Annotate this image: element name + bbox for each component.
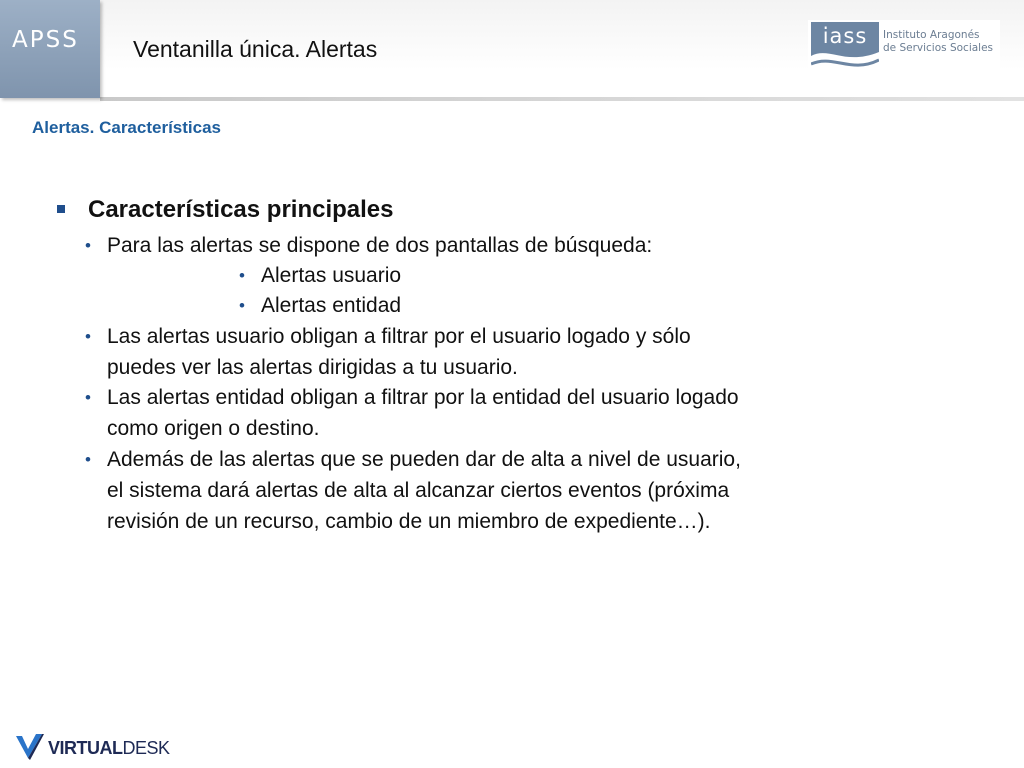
iass-name-line1: Instituto Aragonés [883, 29, 980, 41]
bullet-icon: • [85, 236, 91, 255]
bullet-icon: • [239, 296, 245, 315]
main-heading: Características principales [88, 196, 394, 223]
list-item: • Las alertas usuario obligan a filtrar por el usuario logado y sólo puedes ver las alertas dirigidas a tu usuario. [107, 321, 691, 383]
bullet-icon: • [85, 450, 91, 469]
list-item: • Para las alertas se dispone de dos pantallas de búsqueda: [107, 230, 652, 261]
page-title: Ventanilla única. Alertas [133, 36, 378, 62]
virtualdesk-wordmark: VIRTUALDESK [48, 738, 170, 758]
square-bullet-icon [57, 205, 65, 213]
bullet-icon: • [239, 266, 245, 285]
apss-tab [0, 0, 100, 98]
iass-name-line2: de Servicios Sociales [883, 42, 994, 54]
virtualdesk-mark-icon [14, 730, 46, 762]
list-item: • Además de las alertas que se pueden dar de alta a nivel de usuario, el sistema dará alertas de alta al alcanzar ciertos eventos (próxima revisión de un recurso, cambio de un miembro de expediente…). [107, 444, 741, 537]
iass-logo [808, 20, 1000, 78]
virtualdesk-logo [14, 730, 174, 762]
section-subtitle: Alertas. Características [32, 118, 222, 137]
list-item: • Alertas usuario [261, 260, 401, 291]
list-item: • Las alertas entidad obligan a filtrar por la entidad del usuario logado como origen o destino. [107, 382, 739, 444]
header-divider [100, 97, 1024, 101]
list-item: • Alertas entidad [261, 290, 401, 321]
apss-label: APSS [12, 27, 79, 53]
bullet-icon: • [85, 327, 91, 346]
iass-logo-word: iass [822, 24, 868, 48]
iass-logo-mark [811, 22, 879, 76]
iass-logo-name [883, 29, 1003, 55]
bullet-icon: • [85, 388, 91, 407]
